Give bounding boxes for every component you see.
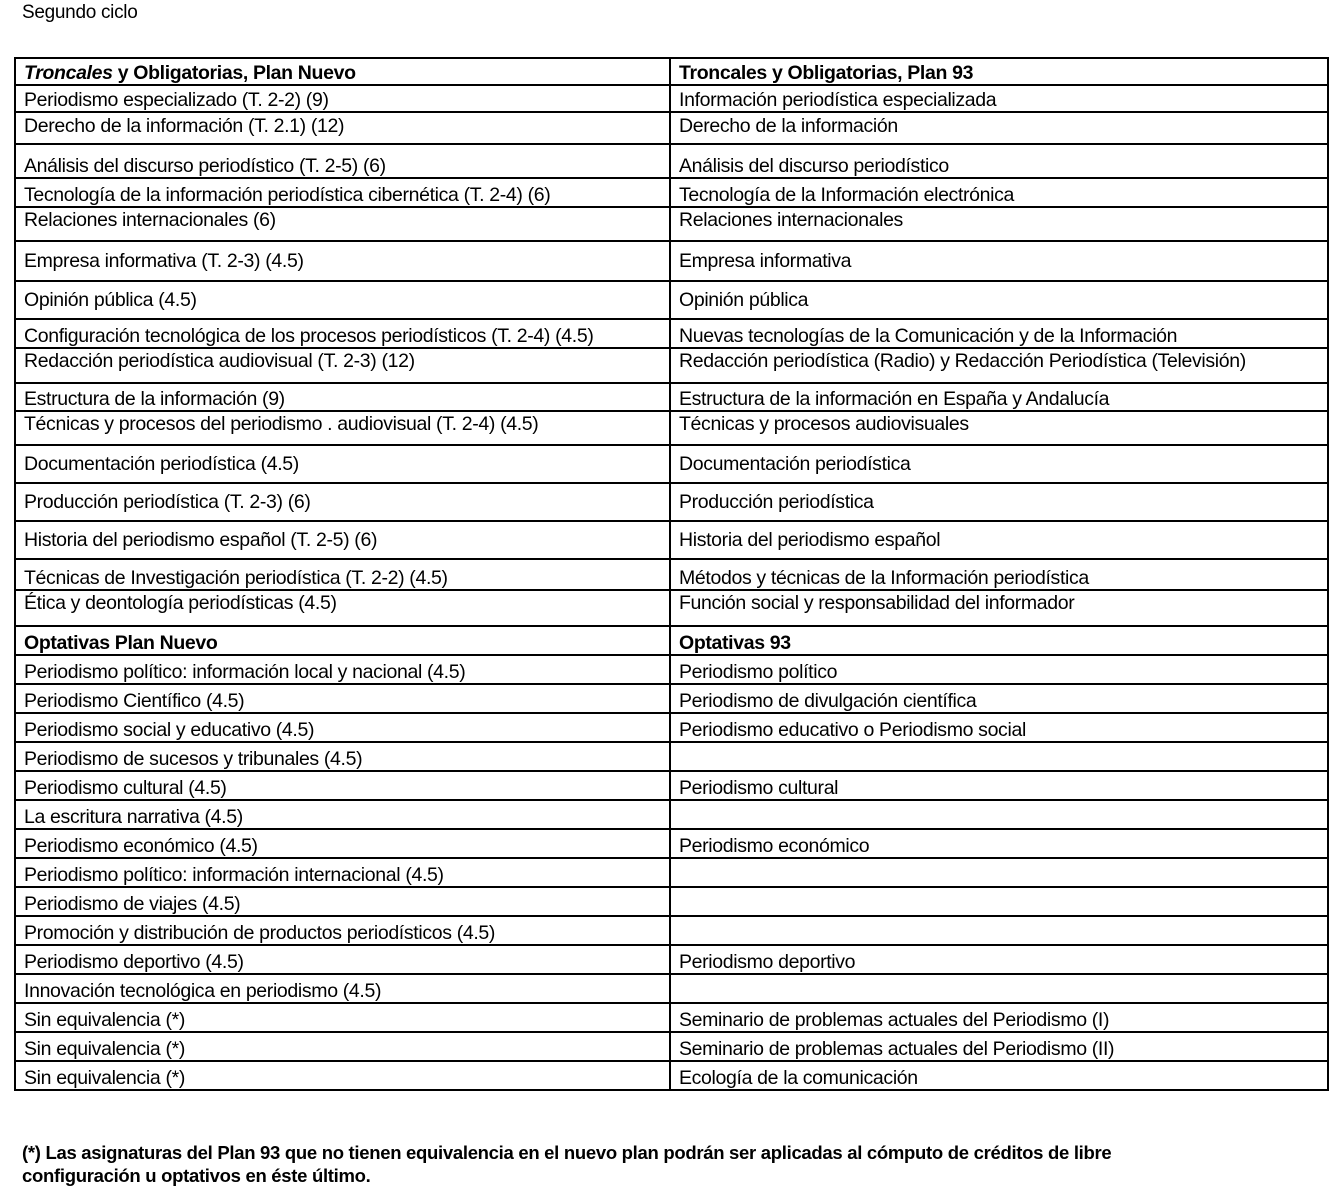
table-row <box>15 241 1328 281</box>
right-cell: Análisis del discurso periodístico <box>670 144 1328 178</box>
table-row <box>15 281 1328 319</box>
optativas-header-row <box>15 626 1328 655</box>
left-cell: Opinión pública (4.5) <box>15 281 670 319</box>
header-emphasis: Troncales <box>24 62 113 84</box>
header-rest: y Obligatorias, Plan Nuevo <box>112 62 356 84</box>
header-plan-93: Troncales y Obligatorias, Plan 93 <box>670 58 1328 85</box>
table-row <box>15 411 1328 445</box>
table-row <box>15 771 1328 800</box>
right-cell: Periodismo deportivo <box>670 945 1328 974</box>
header-plan-nuevo <box>15 58 670 85</box>
table-row <box>15 713 1328 742</box>
right-cell: Periodismo de divulgación científica <box>670 684 1328 713</box>
table-row <box>15 521 1328 559</box>
right-cell <box>670 742 1328 771</box>
table-row <box>15 1061 1328 1090</box>
table-row <box>15 445 1328 483</box>
section-heading: Segundo ciclo <box>22 2 138 23</box>
table-row <box>15 1003 1328 1032</box>
left-cell: Periodismo económico (4.5) <box>15 829 670 858</box>
left-cell: Periodismo de viajes (4.5) <box>15 887 670 916</box>
table-row <box>15 112 1328 144</box>
left-cell: Innovación tecnológica en periodismo (4.5) <box>15 974 670 1003</box>
right-cell: Técnicas y procesos audiovisuales <box>670 411 1328 445</box>
table-row <box>15 85 1328 112</box>
table-row <box>15 559 1328 590</box>
right-cell: Nuevas tecnologías de la Comunicación y de la Información <box>670 319 1328 348</box>
right-cell: Periodismo económico <box>670 829 1328 858</box>
left-cell: Tecnología de la información periodística cibernética (T. 2-4) (6) <box>15 178 670 207</box>
table-row <box>15 858 1328 887</box>
table-row <box>15 684 1328 713</box>
right-cell: Periodismo educativo o Periodismo social <box>670 713 1328 742</box>
table-header-row <box>15 58 1328 85</box>
table-row <box>15 655 1328 684</box>
left-cell: Periodismo cultural (4.5) <box>15 771 670 800</box>
left-cell: Periodismo de sucesos y tribunales (4.5) <box>15 742 670 771</box>
left-cell: Redacción periodística audiovisual (T. 2-3) (12) <box>15 348 670 383</box>
right-cell: Periodismo político <box>670 655 1328 684</box>
left-cell: La escritura narrativa (4.5) <box>15 800 670 829</box>
right-cell: Métodos y técnicas de la Información periodística <box>670 559 1328 590</box>
table-row <box>15 887 1328 916</box>
header-optativas-nuevo: Optativas Plan Nuevo <box>15 626 670 655</box>
right-cell: Empresa informativa <box>670 241 1328 281</box>
right-cell: Redacción periodística (Radio) y Redacción Periodística (Televisión) <box>670 348 1328 383</box>
left-cell: Sin equivalencia (*) <box>15 1032 670 1061</box>
equivalence-table <box>14 57 1329 1091</box>
left-cell: Producción periodística (T. 2-3) (6) <box>15 483 670 521</box>
right-cell <box>670 974 1328 1003</box>
right-cell <box>670 887 1328 916</box>
right-cell: Tecnología de la Información electrónica <box>670 178 1328 207</box>
table-row <box>15 829 1328 858</box>
left-cell: Configuración tecnológica de los procesos periodísticos (T. 2-4) (4.5) <box>15 319 670 348</box>
right-cell: Opinión pública <box>670 281 1328 319</box>
table-row <box>15 590 1328 626</box>
header-optativas-93: Optativas 93 <box>670 626 1328 655</box>
left-cell: Sin equivalencia (*) <box>15 1061 670 1090</box>
left-cell: Periodismo social y educativo (4.5) <box>15 713 670 742</box>
table-row <box>15 319 1328 348</box>
left-cell: Relaciones internacionales (6) <box>15 207 670 241</box>
table-row <box>15 945 1328 974</box>
right-cell: Relaciones internacionales <box>670 207 1328 241</box>
left-cell: Historia del periodismo español (T. 2-5) (6) <box>15 521 670 559</box>
footnote-line-1: (*) Las asignaturas del Plan 93 que no tienen equivalencia en el nuevo plan podrán ser aplicadas al cómputo de créditos de libre <box>22 1142 1112 1163</box>
footnote-line-2: configuración u optativos en éste último. <box>22 1165 371 1186</box>
left-cell: Periodismo especializado (T. 2-2) (9) <box>15 85 670 112</box>
left-cell: Técnicas de Investigación periodística (T. 2-2) (4.5) <box>15 559 670 590</box>
left-cell: Promoción y distribución de productos periodísticos (4.5) <box>15 916 670 945</box>
right-cell: Periodismo cultural <box>670 771 1328 800</box>
left-cell: Estructura de la información (9) <box>15 383 670 411</box>
left-cell: Análisis del discurso periodístico (T. 2-5) (6) <box>15 144 670 178</box>
table-row <box>15 974 1328 1003</box>
right-cell: Ecología de la comunicación <box>670 1061 1328 1090</box>
right-cell: Estructura de la información en España y Andalucía <box>670 383 1328 411</box>
table-row <box>15 916 1328 945</box>
right-cell: Historia del periodismo español <box>670 521 1328 559</box>
table-row <box>15 348 1328 383</box>
table-row <box>15 207 1328 241</box>
right-cell: Función social y responsabilidad del informador <box>670 590 1328 626</box>
left-cell: Periodismo político: información internacional (4.5) <box>15 858 670 887</box>
right-cell: Producción periodística <box>670 483 1328 521</box>
table-row <box>15 483 1328 521</box>
right-cell: Seminario de problemas actuales del Periodismo (II) <box>670 1032 1328 1061</box>
right-cell: Derecho de la información <box>670 112 1328 144</box>
left-cell: Técnicas y procesos del periodismo . audiovisual (T. 2-4) (4.5) <box>15 411 670 445</box>
table-row <box>15 800 1328 829</box>
footnote <box>22 1141 1322 1187</box>
right-cell: Información periodística especializada <box>670 85 1328 112</box>
left-cell: Periodismo político: información local y nacional (4.5) <box>15 655 670 684</box>
table-row <box>15 178 1328 207</box>
right-cell <box>670 858 1328 887</box>
left-cell: Sin equivalencia (*) <box>15 1003 670 1032</box>
table-row <box>15 144 1328 178</box>
left-cell: Documentación periodística (4.5) <box>15 445 670 483</box>
table-row <box>15 742 1328 771</box>
left-cell: Ética y deontología periodísticas (4.5) <box>15 590 670 626</box>
left-cell: Empresa informativa (T. 2-3) (4.5) <box>15 241 670 281</box>
left-cell: Derecho de la información (T. 2.1) (12) <box>15 112 670 144</box>
right-cell <box>670 916 1328 945</box>
table-row <box>15 383 1328 411</box>
left-cell: Periodismo deportivo (4.5) <box>15 945 670 974</box>
right-cell: Seminario de problemas actuales del Periodismo (I) <box>670 1003 1328 1032</box>
left-cell: Periodismo Científico (4.5) <box>15 684 670 713</box>
table-row <box>15 1032 1328 1061</box>
right-cell <box>670 800 1328 829</box>
right-cell: Documentación periodística <box>670 445 1328 483</box>
